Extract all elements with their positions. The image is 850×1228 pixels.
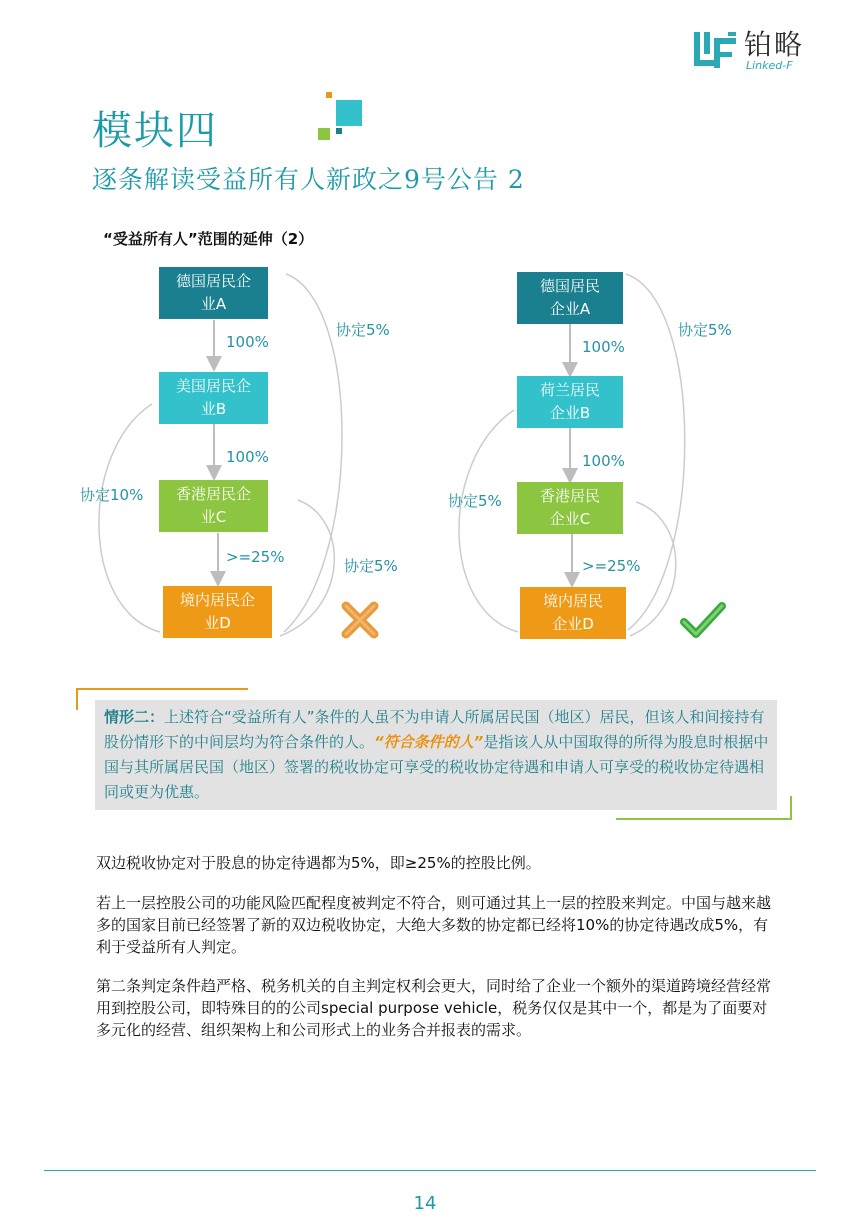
logo-chinese-name: 铂略 [744,28,805,61]
left-box-domestic-company-d [163,586,272,638]
box-label-line: 德国居民 [539,277,600,295]
note-corner-top-left [76,688,78,710]
left-pct-a-b: 100% [226,333,269,351]
box-label-line: 业B [200,400,227,418]
right-pct-c-d: >=25% [582,557,641,575]
right-treaty-b: 协定5% [448,492,502,510]
left-treaty-c: 协定5% [344,557,398,575]
note-highlight: “符合条件的人” [374,733,484,751]
box-label-line: 企业C [549,510,591,528]
right-pct-b-c: 100% [582,452,625,470]
note-text-part-1: 上述符合“受益所有人”条件的人虽不为申请人所属居民国（地区）居民，但该人和间接持有股份情形下的中间层均为符合条件的人。 [104,708,765,751]
box-label-line: 香港居民 [539,487,600,505]
box-label-line: 荷兰居民 [539,381,600,399]
box-label-line: 香港居民企 [175,485,251,503]
curve-left-b-d [99,404,160,632]
page-number: 14 [413,1193,437,1214]
module-subtitle: 逐条解读受益所有人新政之9号公告 2 [92,165,525,194]
right-box-hk-company-c [517,482,623,534]
left-pct-b-c: 100% [226,448,269,466]
right-box-nl-company-b [517,376,623,428]
right-pct-a-b: 100% [582,338,625,356]
box-label-line: 企业A [549,300,591,318]
box-label-line: 业C [200,508,227,526]
box-label-line: 业A [200,295,227,313]
note-label: 情形二： [104,708,165,726]
paragraph-2: 若上一层控股公司的功能风险匹配程度被判定不符合，则可通过其上一层的控股来判定。中国与越来越多的国家目前已经签署了新的双边税收协定，大绝大多数的协定都已经将10%的协定待遇改成5%，有利于受益所有人判定。 [96,894,772,956]
left-pct-c-d: >=25% [226,548,285,566]
note-corner-top-left [76,688,248,690]
box-label-line: 企业D [552,615,594,633]
paragraph-1: 双边税收协定对于股息的协定待遇都为5%，即≥25%的控股比例。 [96,854,541,872]
note-text [104,705,772,805]
note-corner-bottom-right [616,818,792,820]
right-box-domestic-company-d [520,587,626,639]
paragraph-3: 第二条判定条件趋严格、税务机关的自主判定权利会更大，同时给了企业一个额外的渠道跨境经营经常用到控股公司，即特殊目的的公司special purpose vehicle，税务仅仅是其中一个，都是为了面要对多元化的经营、组织架构上和公司形式上的业务合并报表的需求。 [96,977,772,1039]
left-treaty-a: 协定5% [336,321,390,339]
left-treaty-b: 协定10% [80,486,144,504]
note-corner-bottom-right [790,796,792,820]
box-label-line: 企业B [549,404,591,422]
curve-left-a-d [284,274,342,632]
box-label-line: 境内居民企 [179,591,255,609]
box-label-line: 德国居民企 [175,272,251,290]
left-box-german-company-a [159,267,268,319]
left-box-us-company-b [159,372,268,424]
logo-english-name: Linked-F [746,59,793,72]
curve-right-b-d [459,410,518,632]
module-title: 模块四 [92,108,218,154]
box-label-line: 美国居民企 [175,377,251,395]
note-text-part-2: 是指该人从中国取得的所得为股息时根据中国与其所属居民国（地区）签署的税收协定可享受的税收协定待遇和申请人可享受的税收协定待遇相同或更为优惠。 [104,733,769,801]
curve-right-a-d [626,274,685,630]
curve-left-c-d [280,500,334,636]
check-icon [680,600,726,640]
right-treaty-a: 协定5% [678,321,732,339]
left-box-hk-company-c [159,480,268,532]
right-box-german-company-a [517,272,623,324]
section-heading: “受益所有人”范围的延伸（2） [103,230,314,248]
footer-divider [44,1170,816,1171]
cross-icon [340,600,380,640]
box-label-line: 境内居民 [542,592,603,610]
box-label-line: 业D [204,614,231,632]
